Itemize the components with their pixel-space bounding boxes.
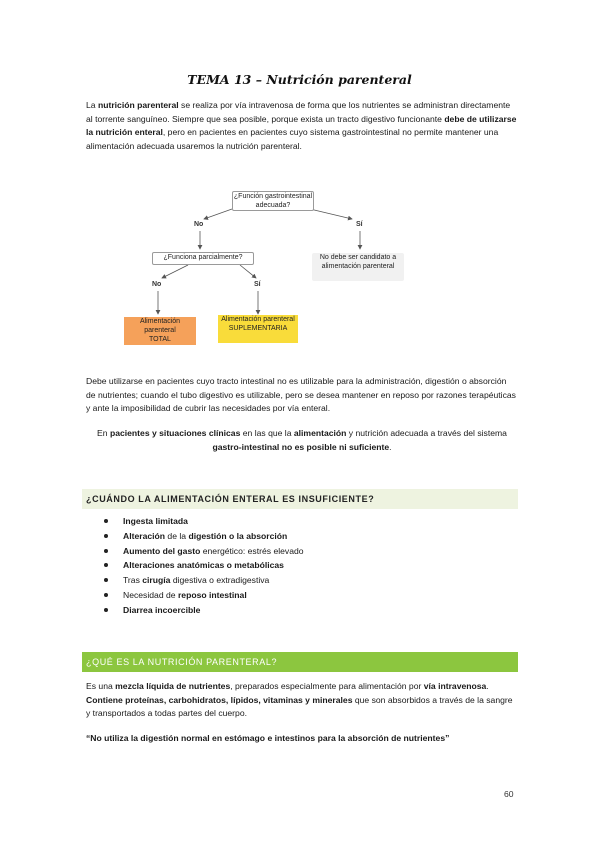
bold-term: Contiene proteínas, carbohidratos, lípidos, vitaminas y minerales xyxy=(86,694,353,705)
text-run: , preparados especialmente para alimentación por xyxy=(230,681,424,691)
text-run: se realiza por vía intravenosa de forma que los nutrientes se administran directamente al torrente sanguíneo. Siempre que sea posible, porque exista un tracto digestivo funcionante xyxy=(86,100,511,124)
bullet-icon xyxy=(104,578,108,582)
answer-no-label: No xyxy=(194,221,204,228)
bold-term: Ingesta limitada xyxy=(123,516,188,526)
text-run: energético: estrés elevado xyxy=(200,545,304,556)
bold-term: Diarrea incoercible xyxy=(123,604,201,615)
text-run: de la xyxy=(165,530,189,541)
key-quote: “No utiliza la digestión normal en estómago e intestinos para la absorción de nutrientes” xyxy=(86,733,450,743)
text-run: . xyxy=(486,681,489,691)
list-item xyxy=(104,603,304,618)
list-item xyxy=(104,544,304,559)
clinical-situations-paragraph xyxy=(86,427,518,454)
page-number: 60 xyxy=(504,789,514,799)
answer-yes-label: Sí xyxy=(356,221,363,228)
bold-term: debe de utilizarse la nutrición enteral xyxy=(86,113,517,137)
list-item xyxy=(104,573,304,588)
list-item xyxy=(104,588,304,603)
intro-paragraph xyxy=(86,99,518,153)
bullet-icon xyxy=(104,563,108,567)
bullet-icon xyxy=(104,549,108,553)
text-run: La xyxy=(86,100,98,110)
text-run: y nutrición adecuada a través del sistema xyxy=(346,428,507,438)
insufficiency-list xyxy=(104,514,304,618)
total-parenteral-box xyxy=(124,317,196,345)
section-heading-enteral-insufficient: ¿CUÁNDO LA ALIMENTACIÓN ENTERAL ES INSUFICIENTE? xyxy=(82,489,518,509)
text-run: en las que la xyxy=(240,428,294,438)
text-run: Es una xyxy=(86,681,116,691)
box-label: TOTAL xyxy=(149,336,171,343)
bullet-icon xyxy=(104,519,108,523)
bold-term: Alteración xyxy=(123,530,166,541)
usage-paragraph: Debe utilizarse en pacientes cuyo tracto intestinal no es utilizable para la administración, digestión o absorción de nutrientes; cuando el tubo digestivo es utilizable, pero se desea mantener en reposo por razones terapéuticas y ante la imposibilidad de cubrir las necesidades por vía enteral. xyxy=(86,376,516,413)
bold-term: Alteraciones anatómicas o metabólicas xyxy=(123,560,284,571)
box-label: SUPLEMENTARIA xyxy=(228,325,288,332)
bold-term: reposo intestinal xyxy=(177,589,247,600)
decision-flowchart xyxy=(120,183,420,353)
page-title: TEMA 13 – Nutrición parenteral xyxy=(187,72,412,87)
bold-term: alimentación xyxy=(293,428,347,438)
text-run: , pero en pacientes en pacientes cuyo sistema gastrointestinal no permite mantener una alimentación adecuada usaremos la nutrición parenteral. xyxy=(86,127,499,151)
bold-term: vía intravenosa xyxy=(423,681,487,691)
bold-term: Aumento del gasto xyxy=(123,545,201,556)
bold-term: cirugía xyxy=(142,575,171,586)
answer-yes-label: Sí xyxy=(254,281,261,288)
supplementary-parenteral-box xyxy=(218,315,298,343)
bold-term: digestión o la absorción xyxy=(188,530,288,541)
bold-term: mezcla líquida de nutrientes xyxy=(115,681,231,691)
list-item xyxy=(104,529,304,544)
box-label: Alimentación parenteral xyxy=(221,316,295,323)
section-heading-what-is-parenteral: ¿QUÉ ES LA NUTRICIÓN PARENTERAL? xyxy=(82,652,518,672)
question-function-box: ¿Función gastrointestinal adecuada? xyxy=(233,193,313,209)
text-run: Tras xyxy=(123,575,143,586)
text-run: digestiva o extradigestiva xyxy=(170,575,270,586)
bullet-icon xyxy=(104,593,108,597)
bold-term: gastro-intestinal no es posible ni suficiente xyxy=(212,441,390,452)
definition-paragraph xyxy=(86,680,518,721)
bold-term: nutrición parenteral xyxy=(97,100,179,110)
bold-term: pacientes y situaciones clínicas xyxy=(109,428,241,438)
text-run: que son absorbidos a través de la sangre y transportados a todas partes del cuerpo. xyxy=(86,694,513,718)
list-item xyxy=(104,558,304,573)
bullet-icon xyxy=(104,608,108,612)
list-item xyxy=(104,514,304,529)
text-run: . xyxy=(389,441,392,452)
text-run: En xyxy=(97,428,110,438)
bullet-icon xyxy=(104,534,108,538)
not-candidate-box: No debe ser candidato a alimentación parenteral xyxy=(312,253,404,281)
answer-no-label: No xyxy=(152,281,162,288)
question-partial-box: ¿Funciona parcialmente? xyxy=(152,252,254,265)
text-run: Necesidad de xyxy=(123,589,178,600)
box-label: Alimentación parenteral xyxy=(139,318,181,334)
